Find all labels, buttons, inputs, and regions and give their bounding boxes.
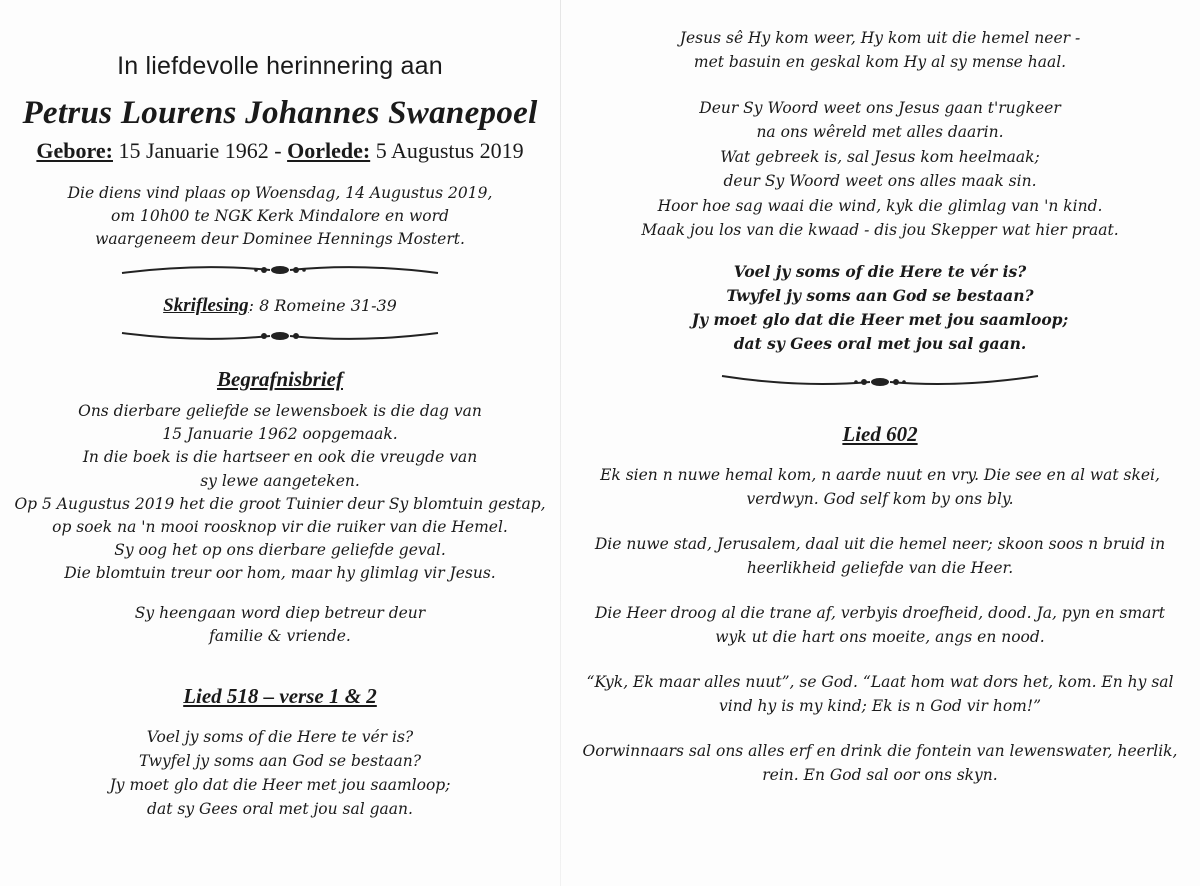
flourish-divider <box>120 259 440 281</box>
chorus-line: Jy moet glo dat die Heer met jou saamloop; <box>691 310 1069 330</box>
letter-line: Die blomtuin treur oor hom, maar hy glimlag vir Jesus. <box>64 564 496 583</box>
hymn-line: Voel jy soms of die Here te vér is? <box>146 728 414 747</box>
hymn-paragraph <box>560 532 1200 580</box>
service-details <box>0 182 560 251</box>
mourned-by <box>0 602 560 648</box>
hymn-602-heading: Lied 602 <box>842 422 918 447</box>
verse-line: Jesus sê Hy kom weer, Hy kom uit die hemel neer - <box>679 29 1081 47</box>
intro-line: In liefdevolle herinnering aan <box>117 52 443 80</box>
paragraph-line: Oorwinnaars sal ons alles erf en drink die fontein van lewenswater, heerlik, <box>582 742 1178 761</box>
letter-line: In die boek is die hartseer en ook die vreugde van <box>82 448 478 467</box>
chorus-line: Voel jy soms of die Here te vér is? <box>733 262 1027 282</box>
verse-line: deur Sy Woord weet ons alles maak sin. <box>723 172 1037 191</box>
paragraph-line: Die Heer droog al die trane af, verbyis droefheid, dood. Ja, pyn en smart <box>594 604 1166 623</box>
paragraph-line: heerlikheid geliefde van die Heer. <box>746 559 1014 578</box>
scripture-reading <box>0 295 560 317</box>
paragraph-line: rein. En God sal oor ons skyn. <box>762 766 998 785</box>
reading-text: : 8 Romeine 31-39 <box>248 296 397 315</box>
date-separator: - <box>274 138 282 163</box>
left-page <box>0 0 560 886</box>
paragraph-line: verdwyn. God self kom by ons bly. <box>746 490 1014 509</box>
flourish-divider <box>120 325 440 347</box>
mourned-line: familie & vriende. <box>209 626 351 645</box>
verse-line: Maak jou los van die kwaad - dis jou Skepper wat hier praat. <box>641 221 1119 240</box>
verse-line: Hoor hoe sag waai die wind, kyk die glimlag van 'n kind. <box>657 196 1103 215</box>
letter-line: Ons dierbare geliefde se lewensboek is die dag van <box>78 402 482 420</box>
letter-line: Sy oog het op ons dierbare geliefde geval. <box>114 541 446 560</box>
verse-two <box>560 96 1200 242</box>
died-label: Oorlede: <box>287 138 371 163</box>
hymn-heading: Lied 518 – verse 1 & 2 <box>183 684 377 709</box>
chorus-line: Twyfel jy soms aan God se bestaan? <box>726 286 1034 306</box>
right-page <box>560 0 1200 886</box>
born-date: 15 Januarie 1962 <box>118 138 269 163</box>
verse-one <box>560 26 1200 74</box>
paragraph-line: Die nuwe stad, Jerusalem, daal uit die hemel neer; skoon soos n bruid in <box>594 535 1166 554</box>
paragraph-line: Ek sien n nuwe hemal kom, n aarde nuut en vry. Die see en al wat skei, <box>600 466 1160 485</box>
died-date: 5 Augustus 2019 <box>375 138 524 163</box>
paragraph-line: vind hy is my kind; Ek is n God vir hom!” <box>719 697 1041 716</box>
hymn-line: Jy moet glo dat die Heer met jou saamloop; <box>109 776 451 795</box>
service-line: waargeneem deur Dominee Hennings Mostert. <box>95 230 465 248</box>
service-line: om 10h00 te NGK Kerk Mindalore en word <box>111 207 449 225</box>
letter-line: 15 Januarie 1962 oopgemaak. <box>162 425 398 444</box>
flourish-divider <box>720 370 1040 392</box>
letter-line: Op 5 Augustus 2019 het die groot Tuinier deur Sy blomtuin gestap, <box>14 494 546 513</box>
hymn-602-body <box>560 463 1200 787</box>
hymn-paragraph <box>560 463 1200 511</box>
letter-line: sy lewe aangeteken. <box>200 471 360 490</box>
chorus-line: dat sy Gees oral met jou sal gaan. <box>733 334 1027 354</box>
funeral-letter <box>0 400 560 586</box>
reading-label: Skriflesing <box>163 295 249 316</box>
letter-heading: Begrafnisbrief <box>217 367 343 391</box>
verse-line: Deur Sy Woord weet ons Jesus gaan t'rugkeer <box>699 99 1061 117</box>
letter-line: op soek na 'n mooi roosknop vir die ruiker van die Hemel. <box>52 518 508 537</box>
paragraph-line: wyk ut die hart ons moeite, angs en nood. <box>715 628 1045 647</box>
verse-line: met basuin en geskal kom Hy al sy mense haal. <box>693 53 1067 71</box>
chorus <box>560 260 1200 356</box>
hymn-line: Twyfel jy soms aan God se bestaan? <box>138 752 422 771</box>
verse-line: na ons wêreld met alles daarin. <box>756 123 1004 142</box>
hymn-line: dat sy Gees oral met jou sal gaan. <box>147 800 413 819</box>
life-dates <box>0 138 560 164</box>
hymn-paragraph <box>560 739 1200 787</box>
hymn-paragraph <box>560 670 1200 718</box>
paragraph-line: “Kyk, Ek maar alles nuut”, se God. “Laat hom wat dors het, kom. En hy sal <box>586 673 1174 692</box>
service-line: Die diens vind plaas op Woensdag, 14 Augustus 2019, <box>67 184 493 202</box>
deceased-name: Petrus Lourens Johannes Swanepoel <box>22 95 538 131</box>
hymn-verse <box>0 725 560 821</box>
born-label: Gebore: <box>36 138 113 163</box>
mourned-line: Sy heengaan word diep betreur deur <box>134 603 426 622</box>
hymn-paragraph <box>560 601 1200 649</box>
verse-line: Wat gebreek is, sal Jesus kom heelmaak; <box>720 147 1040 166</box>
